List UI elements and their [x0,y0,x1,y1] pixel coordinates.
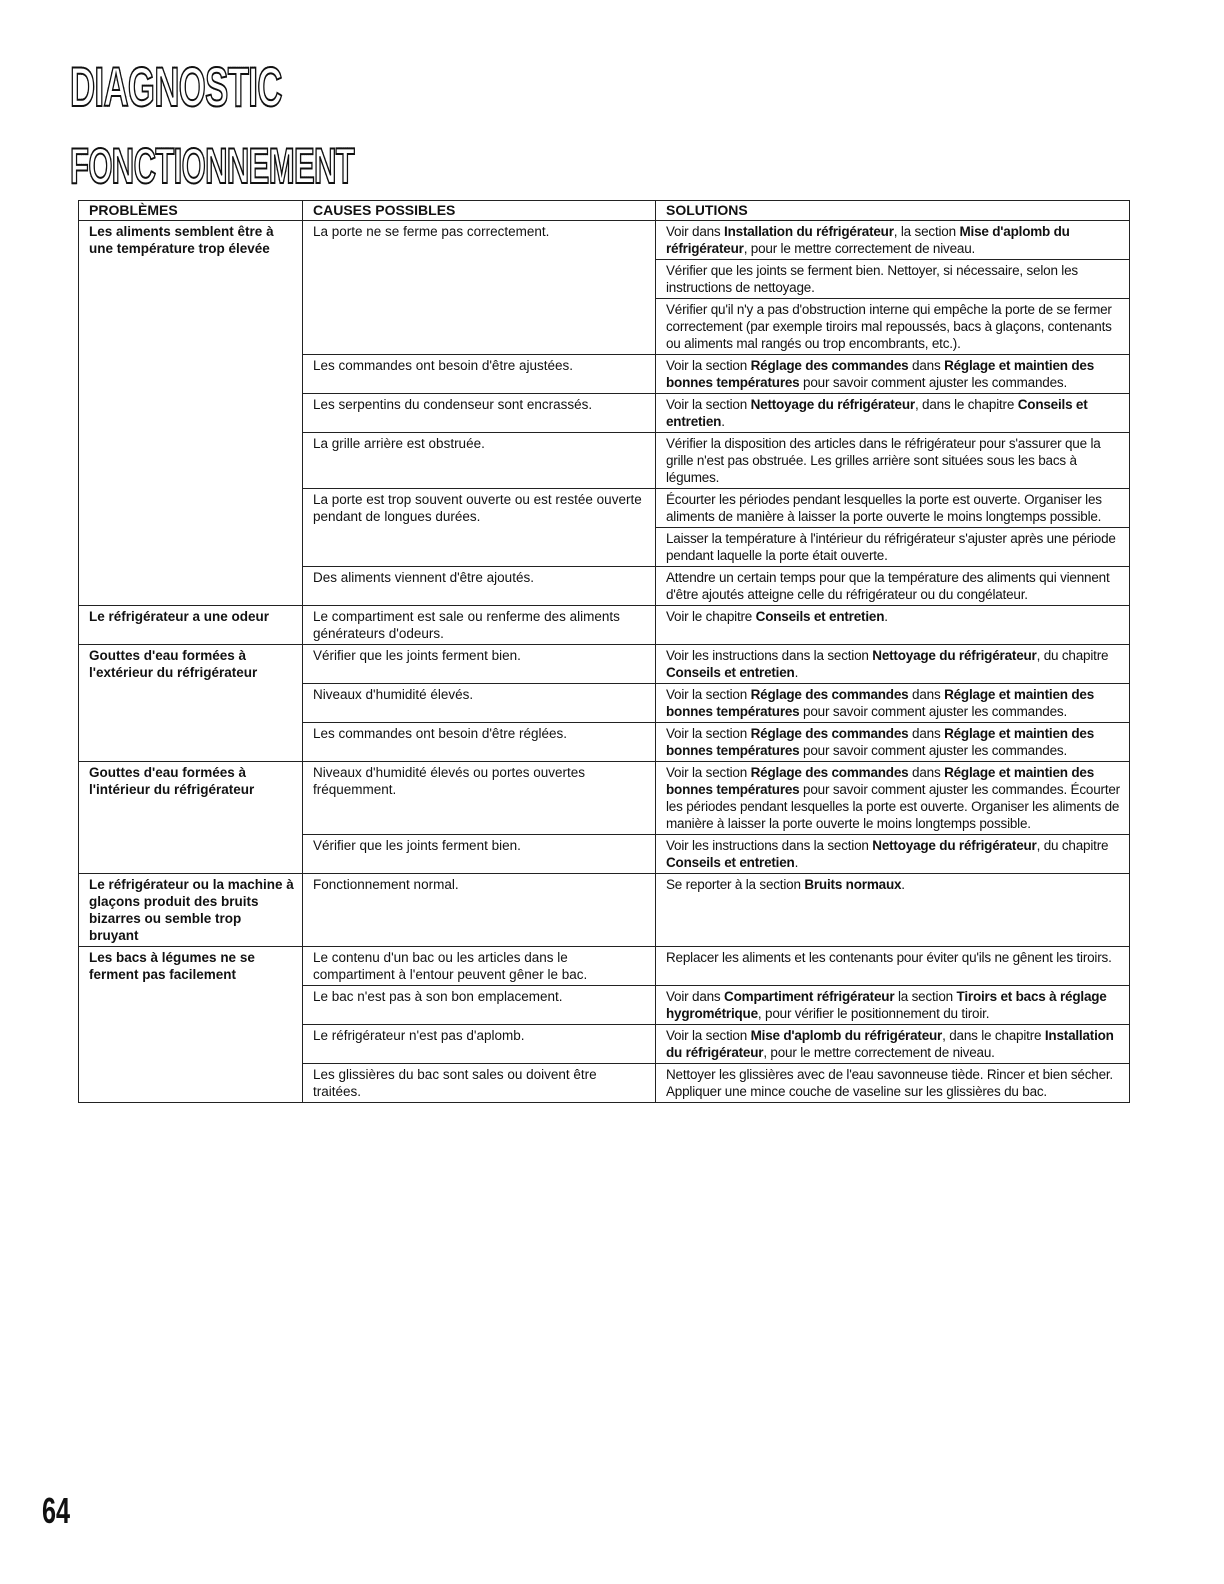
solution-text: dans [908,358,945,373]
solution-cell [656,645,1130,684]
solution-text: . [884,609,888,624]
solution-text: dans [908,687,945,702]
solution-text: , la section [893,224,960,239]
solution-text: . [721,414,725,429]
solution-cell [656,835,1130,874]
cause-cell: Vérifier que les joints ferment bien. [303,645,656,684]
cause-cell: Le bac n'est pas à son bon emplacement. [303,986,656,1025]
solution-bold-text: Conseils et entretien [666,855,795,870]
solution-cell [656,528,1130,567]
cause-cell: Fonctionnement normal. [303,874,656,947]
solution-cell [656,1064,1130,1103]
solution-bold-text: Tiroirs et bacs à réglage hygrométrique [666,989,1107,1021]
solution-text: . [794,665,799,680]
solution-text: Vérifier qu'il n'y a pas d'obstruction interne qui empêche la porte de se fermer correctement (par exemple tiroirs mal repoussés, bacs à glaçons, contenants ou aliments mal rangés ou trop encombrants, etc.). [666,302,1112,351]
problem-cell: Le réfrigérateur ou la machine à glaçons produit des bruits bizarres ou semble trop bruyant [79,874,303,947]
solution-text: Attendre un certain temps pour que la température des aliments qui viennent d'être ajoutés atteigne celle du réfrigérateur ou du congélateur. [666,570,1110,602]
table-row [79,762,1130,835]
solution-text: , pour le mettre correctement de niveau. [743,241,976,256]
cause-cell: Le réfrigérateur n'est pas d'aplomb. [303,1025,656,1064]
solution-bold-text: Mise d'aplomb du réfrigérateur [750,1028,943,1043]
solution-text: , du chapitre [1036,838,1109,853]
solution-cell [656,489,1130,528]
problem-cell: Gouttes d'eau formées à l'intérieur du réfrigérateur [79,762,303,874]
table-row [79,645,1130,684]
cause-cell: Les serpentins du condenseur sont encrassés. [303,394,656,433]
cause-cell: Des aliments viennent d'être ajoutés. [303,567,656,606]
solution-bold-text: Réglage et maintien des bonnes températures [666,765,1095,797]
cause-cell: Le compartiment est sale ou renferme des aliments générateurs d'odeurs. [303,606,656,645]
solution-cell [656,221,1130,260]
solution-text: Voir la section [666,1028,751,1043]
table-row [79,874,1130,947]
solution-bold-text: Réglage et maintien des bonnes températures [666,358,1095,390]
problem-cell: Le réfrigérateur a une odeur [79,606,303,645]
solution-bold-text: Réglage et maintien des bonnes températures [666,726,1095,758]
solution-text: Voir la section [666,726,751,741]
solution-text: Vérifier la disposition des articles dans le réfrigérateur pour s'assurer que la grille n'est pas obstruée. Les grilles arrière sont situées sous les bacs à légumes. [666,436,1101,485]
solution-text: dans [908,726,945,741]
solution-text: Nettoyer les glissières avec de l'eau savonneuse tiède. Rincer et bien sécher. Appliquer une mince couche de vaseline sur les glissières du bac. [666,1067,1113,1099]
solution-cell [656,684,1130,723]
solution-text: Écourter les périodes pendant lesquelles la porte est ouverte. Organiser les aliments de manière à laisser la porte ouverte le moins longtemps possible. [666,492,1102,524]
cause-cell: Le contenu d'un bac ou les articles dans le compartiment à l'entour peuvent gêner le bac. [303,947,656,986]
solution-text: . [901,877,905,892]
solution-bold-text: Réglage et maintien des bonnes températures [666,687,1095,719]
cause-cell: Niveaux d'humidité élevés. [303,684,656,723]
problem-cell: Les bacs à légumes ne se ferment pas facilement [79,947,303,1103]
header-problems: PROBLÈMES [79,201,303,221]
table-row [79,221,1130,260]
solution-text: , dans le chapitre [914,397,1018,412]
solution-text: Voir la section [666,687,751,702]
solution-bold-text: Nettoyage du réfrigérateur [872,838,1037,853]
solution-cell [656,1025,1130,1064]
solution-cell [656,567,1130,606]
cause-cell: Les commandes ont besoin d'être réglées. [303,723,656,762]
solution-cell [656,762,1130,835]
problem-cell: Les aliments semblent être à une température trop élevée [79,221,303,606]
solution-text: Voir la section [666,397,751,412]
solution-text: Voir les instructions dans la section [666,838,873,853]
cause-cell: La porte ne se ferme pas correctement. [303,221,656,355]
cause-cell: Les glissières du bac sont sales ou doivent être traitées. [303,1064,656,1103]
cause-cell: Les commandes ont besoin d'être ajustées. [303,355,656,394]
solution-bold-text: Nettoyage du réfrigérateur [872,648,1037,663]
solution-bold-text: Conseils et entretien [666,397,1088,429]
problem-cell: Gouttes d'eau formées à l'extérieur du réfrigérateur [79,645,303,762]
solution-cell [656,433,1130,489]
solution-cell [656,394,1130,433]
solution-text: Se reporter à la section [666,877,805,892]
solution-text: Laisser la température à l'intérieur du réfrigérateur s'ajuster après une période pendant laquelle la porte était ouverte. [666,531,1116,563]
solution-text: Voir dans [666,989,725,1004]
solution-text: pour savoir comment ajuster les commandes. Écourter les périodes pendant lesquelles la porte est ouverte. Organiser les aliments de manière à laisser la porte ouverte le moins longtemps possible. [666,782,1120,831]
solution-text: dans [908,765,945,780]
cause-cell: La porte est trop souvent ouverte ou est restée ouverte pendant de longues durées. [303,489,656,567]
troubleshooting-table [78,200,1130,1103]
solution-cell [656,723,1130,762]
solution-text: pour savoir comment ajuster les commandes. [799,704,1068,719]
solution-text: Vérifier que les joints se ferment bien. Nettoyer, si nécessaire, selon les instructions de nettoyage. [666,263,1078,295]
table-header-row [79,201,1130,221]
solution-text: , dans le chapitre [942,1028,1045,1043]
solution-bold-text: Réglage des commandes [750,765,909,780]
solution-cell [656,947,1130,986]
solution-text: Replacer les aliments et les contenants pour éviter qu'ils ne gênent les tiroirs. [666,950,1112,965]
header-solutions: SOLUTIONS [656,201,1130,221]
solution-cell [656,355,1130,394]
solution-bold-text: Installation du réfrigérateur [724,224,894,239]
cause-cell: La grille arrière est obstruée. [303,433,656,489]
solution-bold-text: Mise d'aplomb du réfrigérateur [666,224,1070,256]
solution-bold-text: Bruits normaux [804,877,902,892]
solution-text: pour savoir comment ajuster les commandes. [799,375,1068,390]
solution-text: , pour vérifier le positionnement du tiroir. [757,1006,990,1021]
solution-bold-text: Réglage des commandes [750,358,909,373]
solution-cell [656,606,1130,645]
cause-cell: Niveaux d'humidité élevés ou portes ouvertes fréquemment. [303,762,656,835]
solution-bold-text: Conseils et entretien [755,609,885,624]
solution-bold-text: Installation du réfrigérateur [666,1028,1114,1060]
solution-text: Voir le chapitre [666,609,756,624]
solution-text: Voir dans [666,224,725,239]
solution-text: , du chapitre [1036,648,1109,663]
solution-text: Voir la section [666,765,751,780]
solution-bold-text: Nettoyage du réfrigérateur [750,397,915,412]
solution-text: . [794,855,799,870]
table-row [79,947,1130,986]
header-causes: CAUSES POSSIBLES [303,201,656,221]
solution-text: Voir les instructions dans la section [666,648,873,663]
page-title: DIAGNOSTIC [70,55,282,118]
solution-text: , pour le mettre correctement de niveau. [763,1045,995,1060]
solution-bold-text: Compartiment réfrigérateur [724,989,895,1004]
solution-text: la section [894,989,957,1004]
solution-cell [656,299,1130,355]
solution-cell [656,874,1130,947]
page-number: 64 [42,1490,71,1531]
solution-bold-text: Conseils et entretien [666,665,795,680]
solution-cell [656,260,1130,299]
solution-bold-text: Réglage des commandes [750,687,909,702]
solution-text: Voir la section [666,358,751,373]
solution-bold-text: Réglage des commandes [750,726,909,741]
table-row [79,606,1130,645]
solution-text: pour savoir comment ajuster les commandes. [799,743,1068,758]
cause-cell: Vérifier que les joints ferment bien. [303,835,656,874]
solution-cell [656,986,1130,1025]
section-title: FONCTIONNEMENT [70,138,355,194]
